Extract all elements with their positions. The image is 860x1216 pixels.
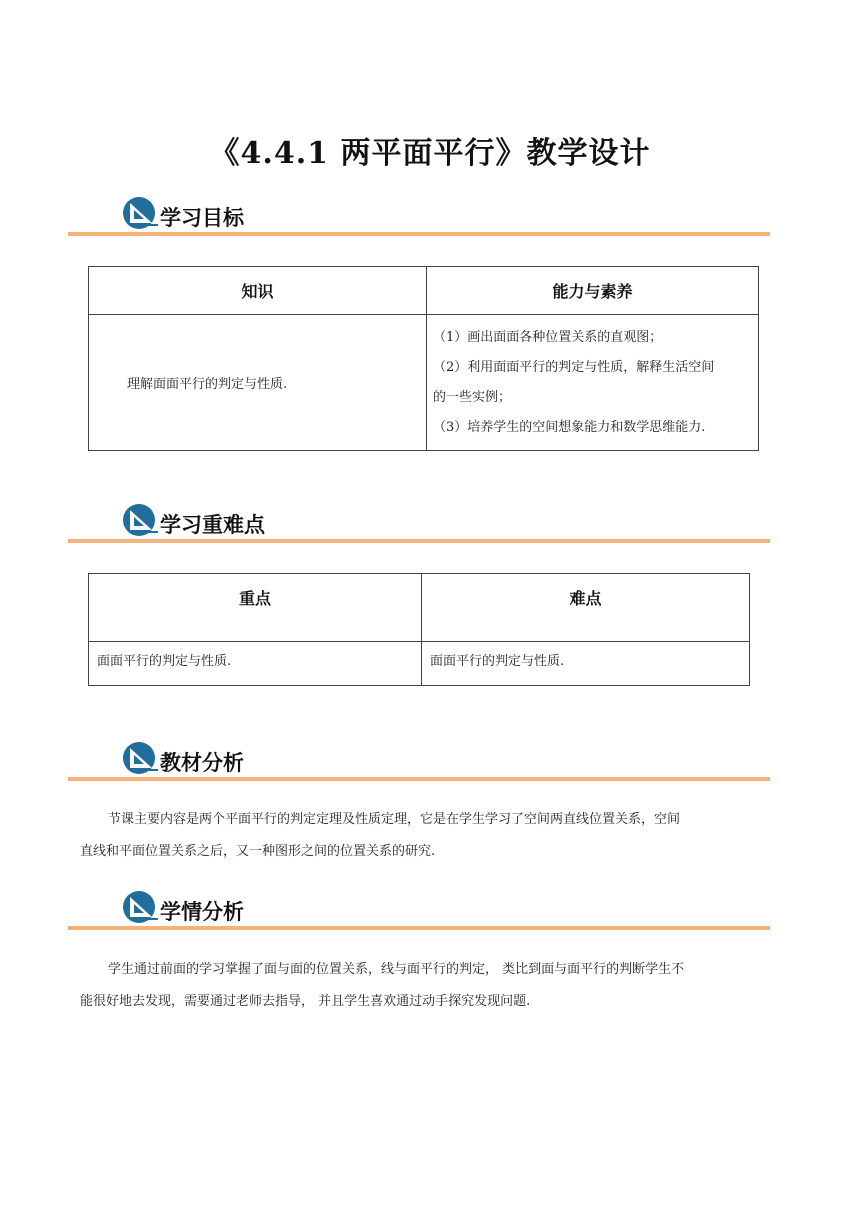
key-cell: 面面平行的判定与性质. <box>89 642 422 686</box>
set-square-icon <box>122 196 160 230</box>
header-difficult: 难点 <box>422 574 750 642</box>
paragraph-line: 直线和平面位置关系之后，又一种图形之间的位置关系的研究. <box>80 844 436 859</box>
header-abilities: 能力与素养 <box>427 267 759 315</box>
ability-item: （1）画出面面各种位置关系的直观图； <box>433 329 663 345</box>
section-divider <box>68 777 770 781</box>
page-title: 《4.4.1 两平面平行》教学设计 <box>209 136 651 171</box>
section-header-key-points <box>68 503 770 543</box>
students-paragraph <box>80 954 790 1018</box>
paragraph-line: 节课主要内容是两个平面平行的判定定理及性质定理，它是在学生学习了空间两直线位置关系，空间 <box>108 812 681 827</box>
section-header-material <box>68 741 770 781</box>
header-key: 重点 <box>89 574 422 642</box>
goals-table <box>88 266 759 451</box>
set-square-icon <box>122 741 160 775</box>
paragraph-line: 学生通过前面的学习掌握了面与面的位置关系，线与面平行的判定， 类比到面与面平行的判断学生不 <box>108 962 685 977</box>
abilities-cell <box>427 315 759 451</box>
section-title: 学习重难点 <box>160 513 265 537</box>
ability-item: （3）培养学生的空间想象能力和数学思维能力. <box>433 419 706 435</box>
set-square-icon <box>122 890 160 924</box>
ability-item: （2）利用面面平行的判定与性质，解释生活空间 <box>433 359 715 375</box>
section-divider <box>68 539 770 543</box>
set-square-icon <box>122 503 160 537</box>
difficult-cell: 面面平行的判定与性质. <box>422 642 750 686</box>
paragraph-line: 能很好地去发现，需要通过老师去指导， 并且学生喜欢通过动手探究发现问题. <box>80 994 531 1009</box>
header-knowledge: 知识 <box>89 267 427 315</box>
section-header-goals <box>68 196 770 236</box>
section-title: 学习目标 <box>160 206 244 230</box>
key-points-table <box>88 573 750 686</box>
ability-item: 的一些实例； <box>433 389 512 405</box>
section-divider <box>68 232 770 236</box>
material-paragraph <box>80 804 790 868</box>
section-title: 学情分析 <box>160 900 244 924</box>
section-header-students <box>68 890 770 930</box>
section-title: 教材分析 <box>160 751 244 775</box>
knowledge-cell: 理解面面平行的判定与性质. <box>89 315 427 451</box>
section-divider <box>68 926 770 930</box>
